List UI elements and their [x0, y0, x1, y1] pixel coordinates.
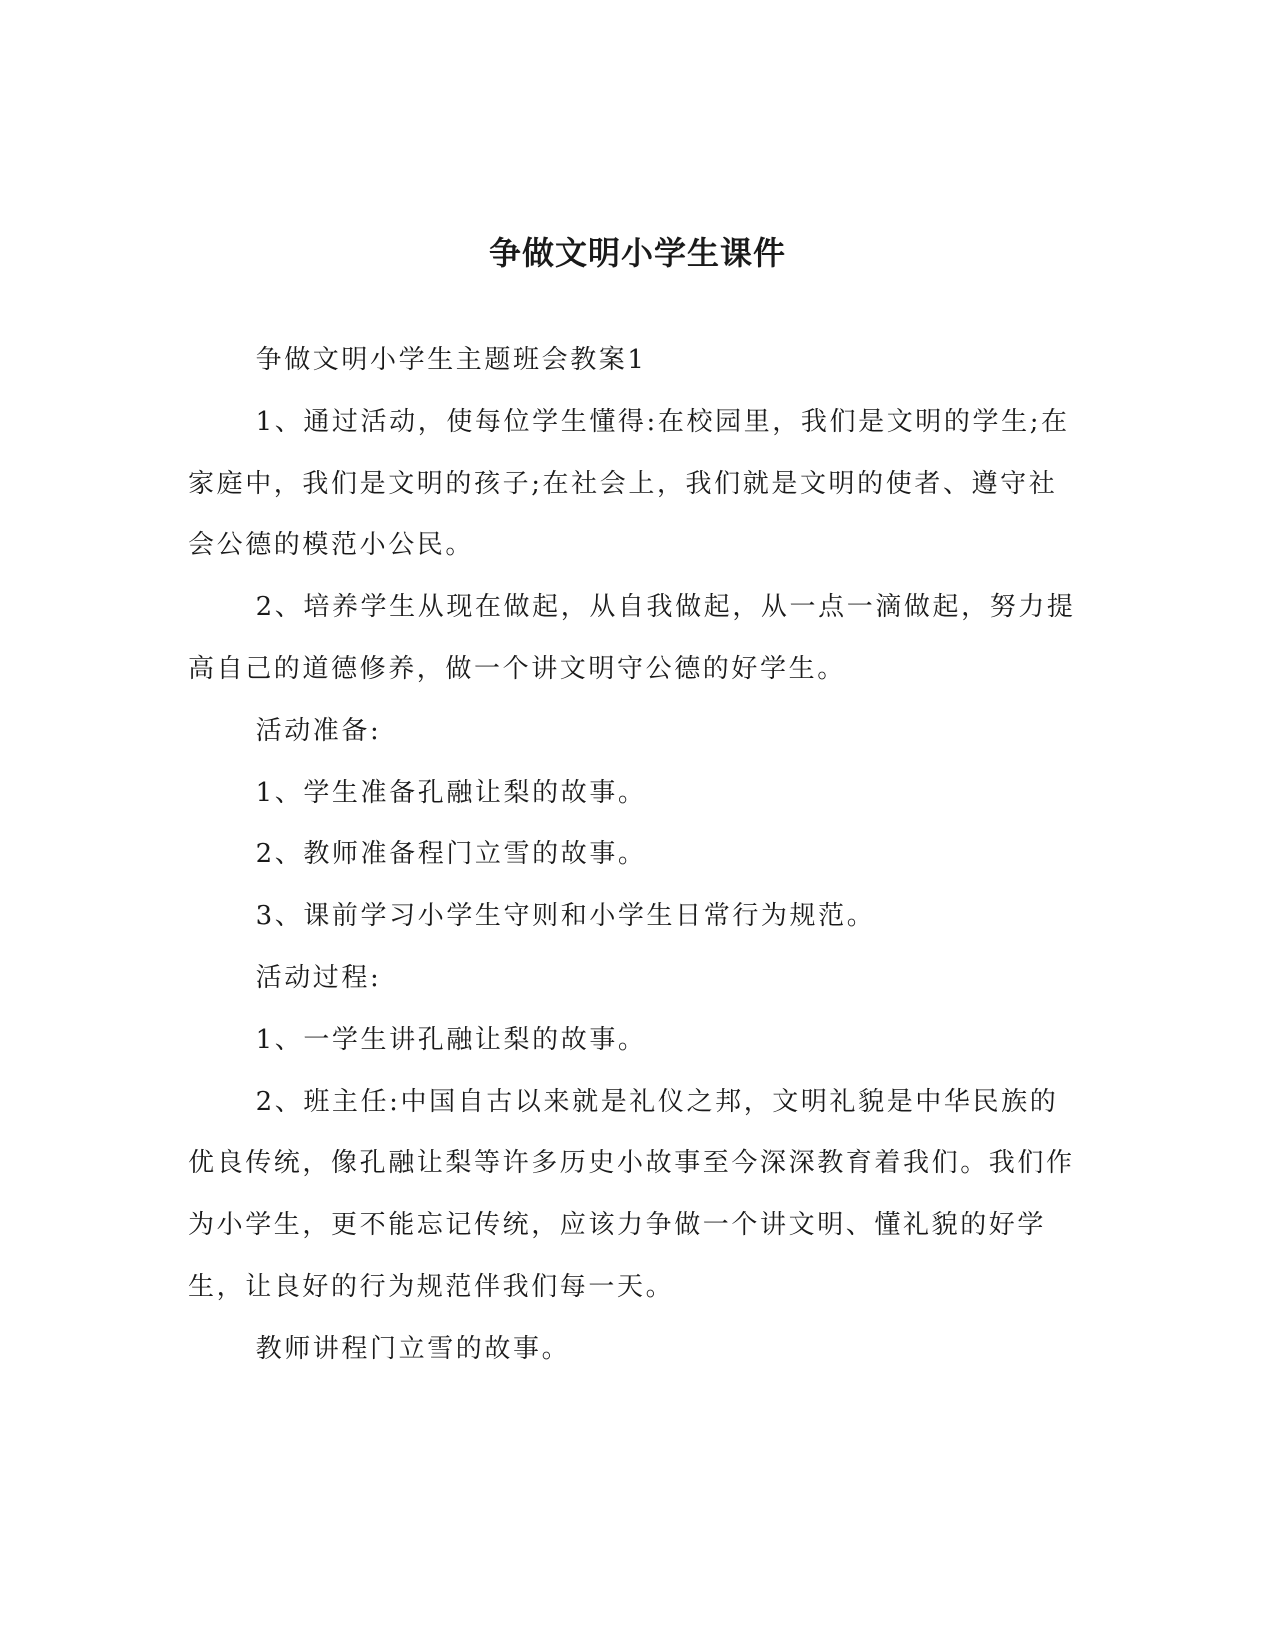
- paragraph-prep-3: 3、课前学习小学生守则和小学生日常行为规范。: [255, 901, 876, 932]
- paragraph-prep-2: 2、教师准备程门立雪的故事。: [255, 839, 647, 870]
- paragraph-process-1: 1、一学生讲孔融让梨的故事。: [255, 1024, 647, 1055]
- paragraph-teacher-story: 教师讲程门立雪的故事。: [255, 1333, 571, 1364]
- paragraph-process-2: 2、班主任:中国自古以来就是礼仪之邦，文明礼貌是中华民族的优良传统，像孔融让梨等许多历史小故事至今深深教育着我们。我们作为小学生，更不能忘记传统，应该力争做一个讲文明、懂礼貌的好学生，让良好的行为规范伴我们每一天。: [188, 1086, 1075, 1302]
- paragraph-lesson-heading: 争做文明小学生主题班会教案1: [255, 345, 647, 375]
- paragraph-goal-1: 1、通过活动，使每位学生懂得:在校园里，我们是文明的学生;在家庭中，我们是文明的孩子;在社会上，我们就是文明的使者、遵守社会公德的模范小公民。: [188, 406, 1070, 561]
- document-body: [188, 330, 1081, 1381]
- paragraph-process-heading: 活动过程:: [255, 962, 382, 993]
- page-title: 争做文明小学生课件: [488, 234, 786, 273]
- paragraph-prep-1: 1、学生准备孔融让梨的故事。: [255, 777, 647, 808]
- paragraph-prep-heading: 活动准备:: [255, 715, 382, 746]
- paragraph-goal-2: 2、培养学生从现在做起，从自我做起，从一点一滴做起，努力提高自己的道德修养，做一个讲文明守公德的好学生。: [188, 592, 1076, 684]
